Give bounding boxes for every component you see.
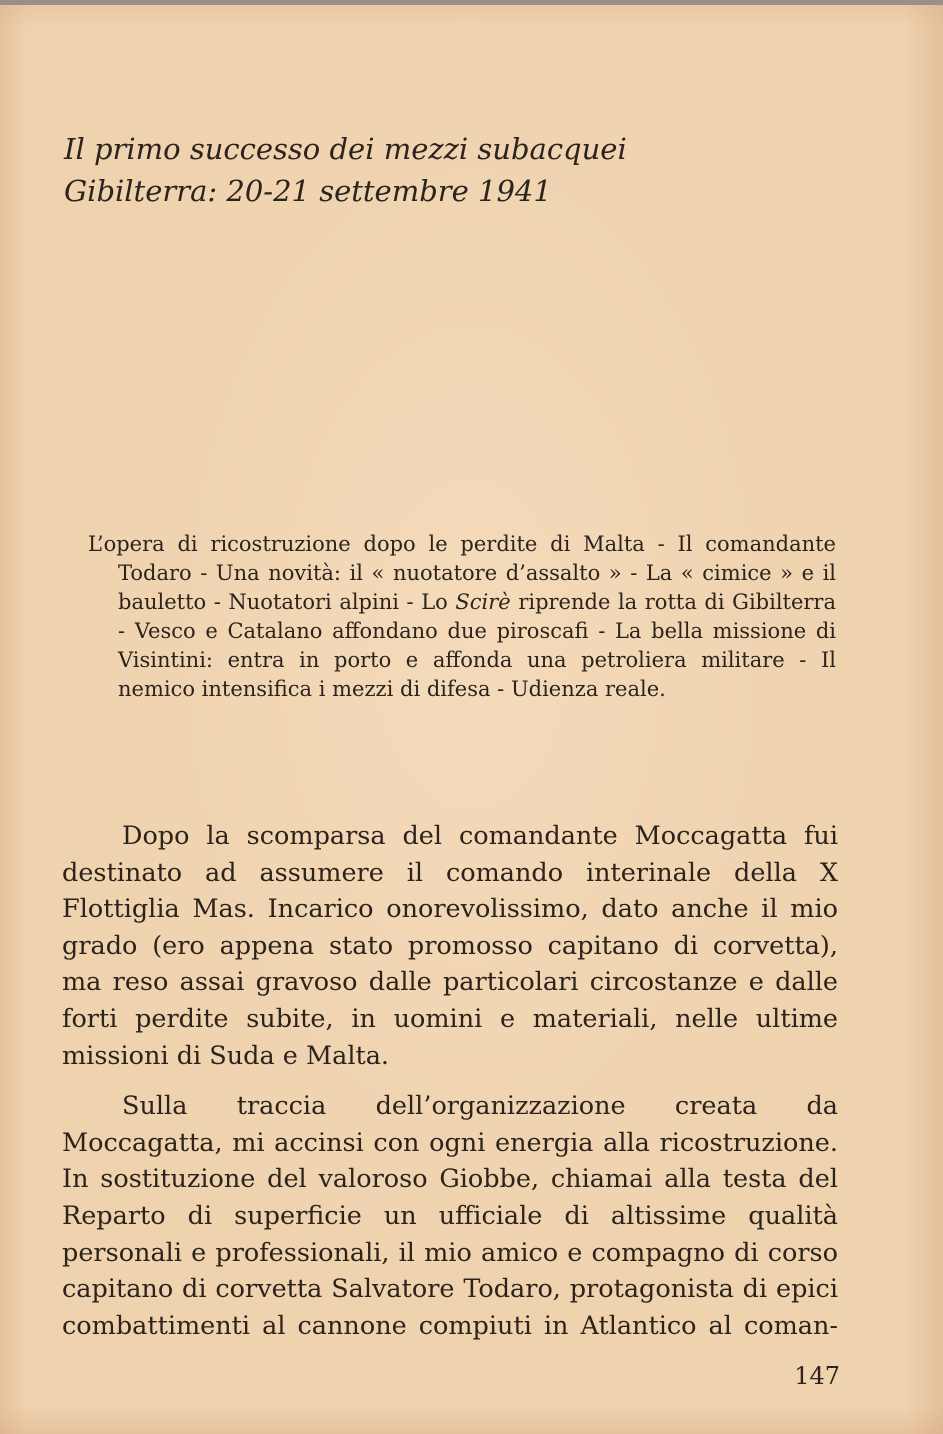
body-paragraph-2: Sulla traccia dell’organizzazione creata da Moccagatta, mi accinsi con ogni energia alla ricostruzione. In sostituzione del valoroso Giobbe, chiamai alla testa del Reparto di superficie un ufficiale di altissime qualità personali e professionali, il mio amico e compagno di corso capitano di corvetta Salvatore Todaro, protagonista di epici combattimenti al cannone compiuti in Atlantico al coman- [62,1091,838,1341]
summary-text-1: L’opera di ricostruzione dopo le perdite di Malta - Il comandante Todaro - Una novità: il « nuotatore d’assalto » - La « cimice » e il bauletto - Nuotatori alpini - Lo [88,532,836,614]
summary-ship-name: Scirè [455,590,511,614]
summary-text-2: riprende la rotta di Gibilterra - Vesco e Catalano affondano due piroscafi - La bella missione di Visintini: entra in porto e affonda una petroliera militare - Il nemico intensifica i mezzi di difesa - Udienza reale. [118,590,836,701]
chapter-summary [88,530,836,704]
chapter-title-line-1: Il primo successo dei mezzi subacquei [64,132,627,166]
body-text [62,818,838,1358]
scan-edge [0,0,943,5]
body-paragraph-1: Dopo la scomparsa del comandante Moccagatta fui destinato ad assumere il comando interinale della X Flottiglia Mas. Incarico onorevolissimo, dato anche il mio grado (ero appena stato promosso capitano di corvetta), ma reso assai gravoso dalle particolari circostanze e dalle forti perdite subite, in uomini e materiali, nelle ultime missioni di Suda e Malta. [62,821,838,1071]
chapter-title-line-2: Gibilterra: 20-21 settembre 1941 [64,174,552,208]
page-number: 147 [794,1362,840,1390]
chapter-title [64,128,864,212]
